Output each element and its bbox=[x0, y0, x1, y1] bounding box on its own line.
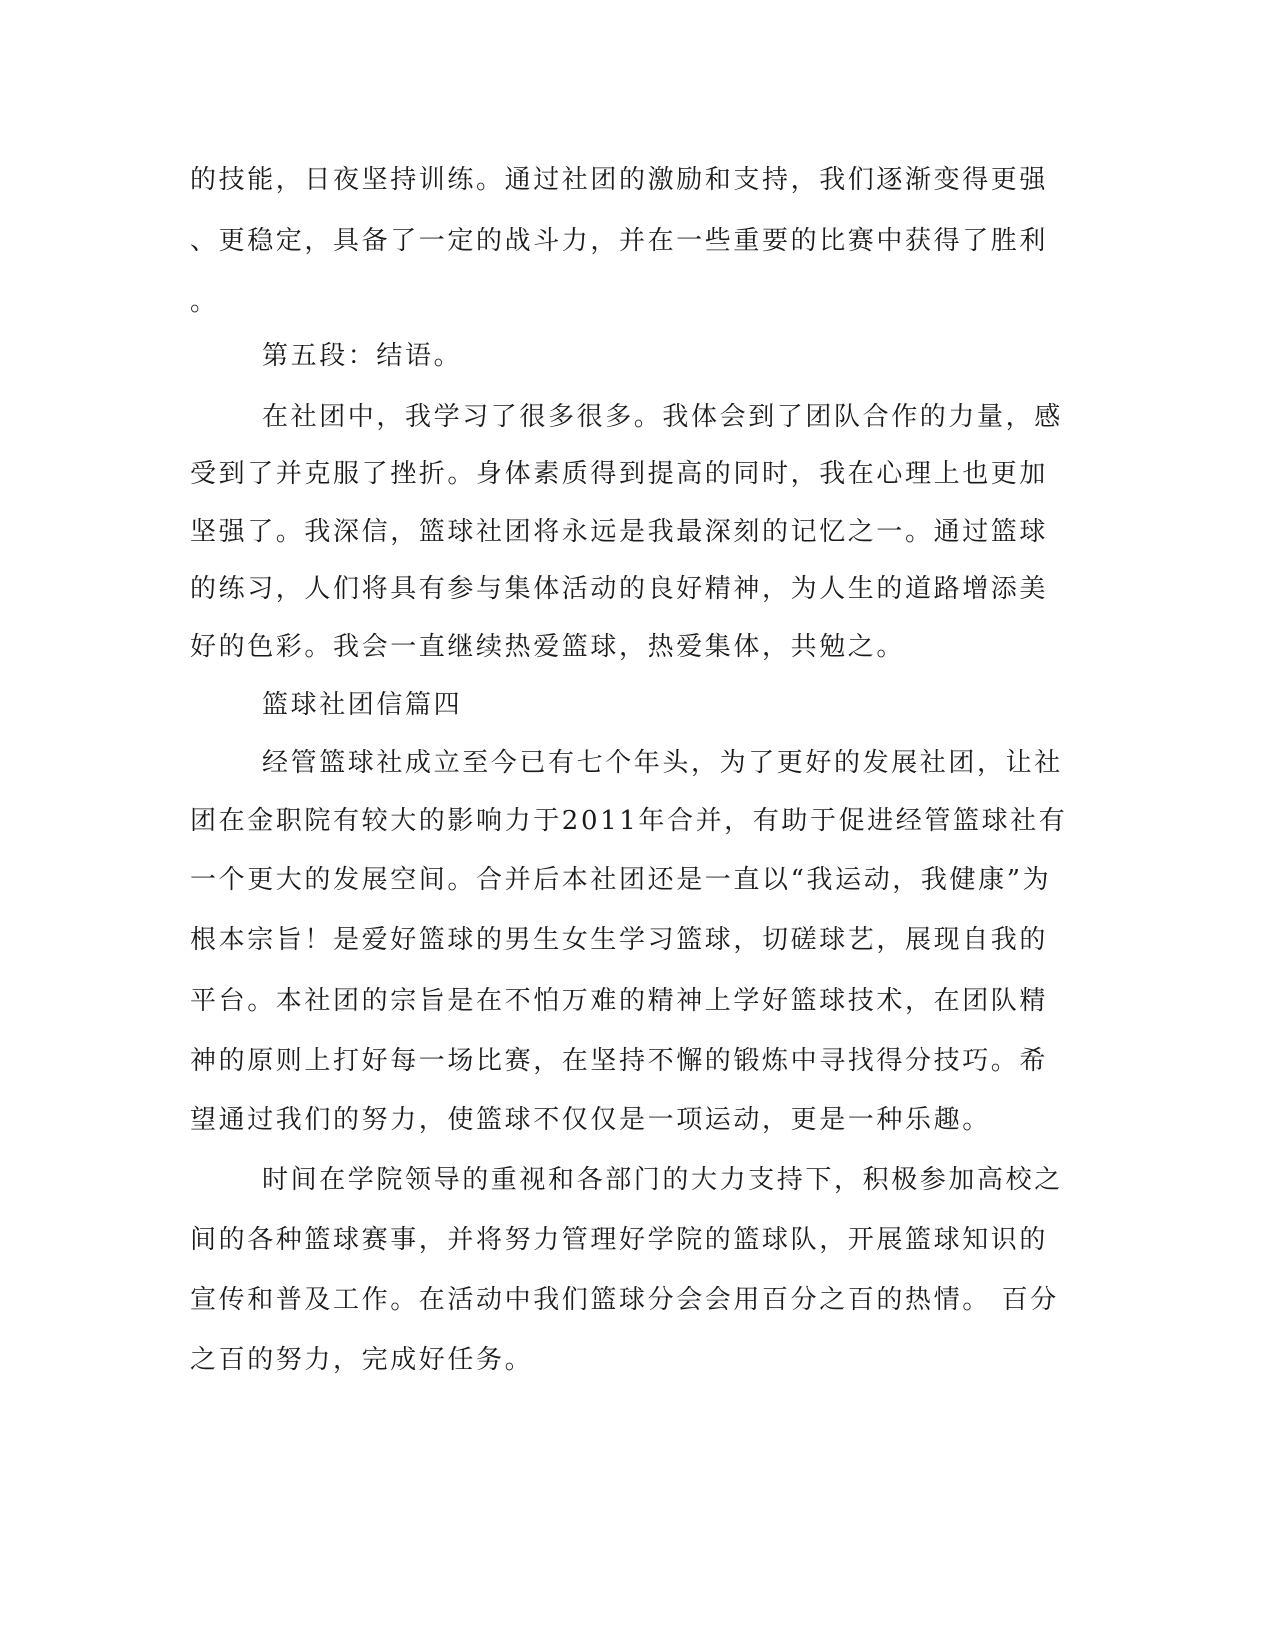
section-heading: 第五段：结语。 bbox=[262, 341, 463, 371]
text-line: 时间在学院领导的重视和各部门的大力支持下，积极参加高校之 bbox=[262, 1165, 1063, 1195]
text-line: 团在金职院有较大的影响力于2011年合并，有助于促进经管篮球社有 bbox=[190, 806, 1068, 836]
text-line: 。 bbox=[190, 287, 219, 317]
text-line: 的练习，人们将具有参与集体活动的良好精神，为人生的道路增添美 bbox=[190, 574, 1049, 604]
section-title: 篮球社团信篇四 bbox=[262, 690, 463, 720]
text-line: 、更稳定，具备了一定的战斗力，并在一些重要的比赛中获得了胜利 bbox=[190, 226, 1049, 256]
text-line: 的技能，日夜坚持训练。通过社团的激励和支持，我们逐渐变得更强 bbox=[190, 165, 1049, 195]
text-line: 根本宗旨！是爱好篮球的男生女生学习篮球，切磋球艺，展现自我的 bbox=[190, 925, 1049, 955]
text-line: 坚强了。我深信，篮球社团将永远是我最深刻的记忆之一。通过篮球 bbox=[190, 517, 1049, 547]
text-line: 宣传和普及工作。在活动中我们篮球分会会用百分之百的热情。 百分 bbox=[190, 1285, 1059, 1315]
text-line: 神的原则上打好每一场比赛，在坚持不懈的锻炼中寻找得分技巧。希 bbox=[190, 1046, 1049, 1076]
text-line: 平台。本社团的宗旨是在不怕万难的精神上学好篮球技术，在团队精 bbox=[190, 986, 1049, 1016]
text-line: 之百的努力，完成好任务。 bbox=[190, 1345, 534, 1375]
text-line: 间的各种篮球赛事，并将努力管理好学院的篮球队，开展篮球知识的 bbox=[190, 1225, 1049, 1255]
text-line: 望通过我们的努力，使篮球不仅仅是一项运动，更是一种乐趣。 bbox=[190, 1105, 991, 1135]
text-line: 好的色彩。我会一直继续热爱篮球，热爱集体，共勉之。 bbox=[190, 632, 906, 662]
text-line: 一个更大的发展空间。合并后本社团还是一直以“我运动，我健康”为 bbox=[190, 865, 1052, 895]
text-line: 受到了并克服了挫折。身体素质得到提高的同时，我在心理上也更加 bbox=[190, 459, 1049, 489]
text-line: 在社团中，我学习了很多很多。我体会到了团队合作的力量，感 bbox=[262, 402, 1063, 432]
text-line: 经管篮球社成立至今已有七个年头，为了更好的发展社团，让社 bbox=[262, 748, 1063, 778]
